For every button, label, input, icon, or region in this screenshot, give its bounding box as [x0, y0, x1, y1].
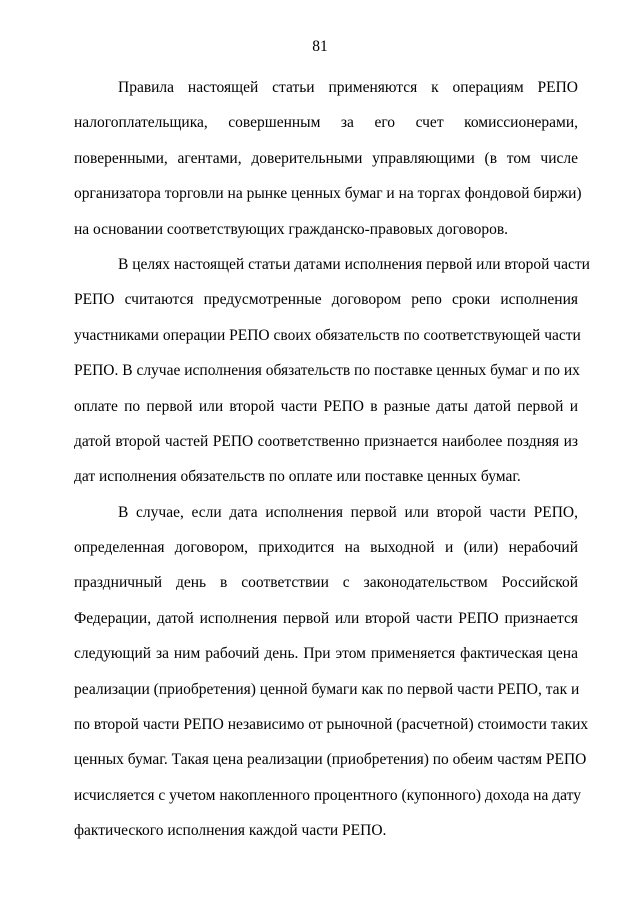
paragraph-line: оплате по первой или второй части РЕПО в разные даты датой первой и [74, 397, 578, 415]
paragraph-line: ценных бумаг. Такая цена реализации (приобретения) по обеим частям РЕПО [74, 751, 587, 769]
paragraph-line: организатора торговли на рынке ценных бумаг и на торгах фондовой биржи) [74, 185, 582, 203]
paragraph-line: реализации (приобретения) ценной бумаги как по первой части РЕПО, так и [74, 680, 580, 698]
paragraph-line: определенная договором, приходится на выходной и (или) нерабочий [74, 539, 578, 557]
paragraph-line: Правила настоящей статьи применяются к операциям РЕПО [118, 79, 578, 96]
paragraph-2 [74, 247, 590, 495]
paragraph-line: по второй части РЕПО независимо от рыночной (расчетной) стоимости таких [74, 716, 589, 734]
paragraph-line: налогоплательщика, совершенным за его счет комиссионерами, [74, 114, 578, 132]
paragraph-line: РЕПО. В случае исполнения обязательств по поставке ценных бумаг и по их [74, 362, 580, 380]
paragraph-3 [74, 495, 589, 849]
paragraph-line: РЕПО считаются предусмотренные договором репо сроки исполнения [74, 291, 578, 309]
paragraph-line: Федерации, датой исполнения первой или второй части РЕПО признается [74, 609, 578, 627]
paragraph-line: В целях настоящей статьи датами исполнения первой или второй части [118, 255, 590, 273]
paragraph-line: дат исполнения обязательств по оплате или поставке ценных бумаг. [74, 468, 521, 486]
paragraph-line: В случае, если дата исполнения первой или второй части РЕПО, [118, 503, 578, 521]
document-body [74, 70, 590, 849]
page-number: 81 [312, 38, 328, 55]
paragraph-line: следующий за ним рабочий день. При этом применяется фактическая цена [74, 645, 578, 663]
paragraph-line: праздничный день в соответствии с законодательством Российской [74, 574, 578, 592]
paragraph-1 [74, 70, 582, 247]
paragraph-line: фактического исполнения каждой части РЕПО. [74, 822, 387, 840]
paragraph-line: поверенными, агентами, доверительными управляющими (в том числе [74, 149, 578, 167]
paragraph-line: участниками операции РЕПО своих обязательств по соответствующей части [74, 326, 581, 344]
paragraph-line: исчисляется с учетом накопленного процентного (купонного) дохода на дату [74, 786, 581, 804]
paragraph-line: на основании соответствующих гражданско-правовых договоров. [74, 220, 509, 238]
paragraph-line: датой второй частей РЕПО соответственно признается наиболее поздняя из [74, 432, 578, 450]
